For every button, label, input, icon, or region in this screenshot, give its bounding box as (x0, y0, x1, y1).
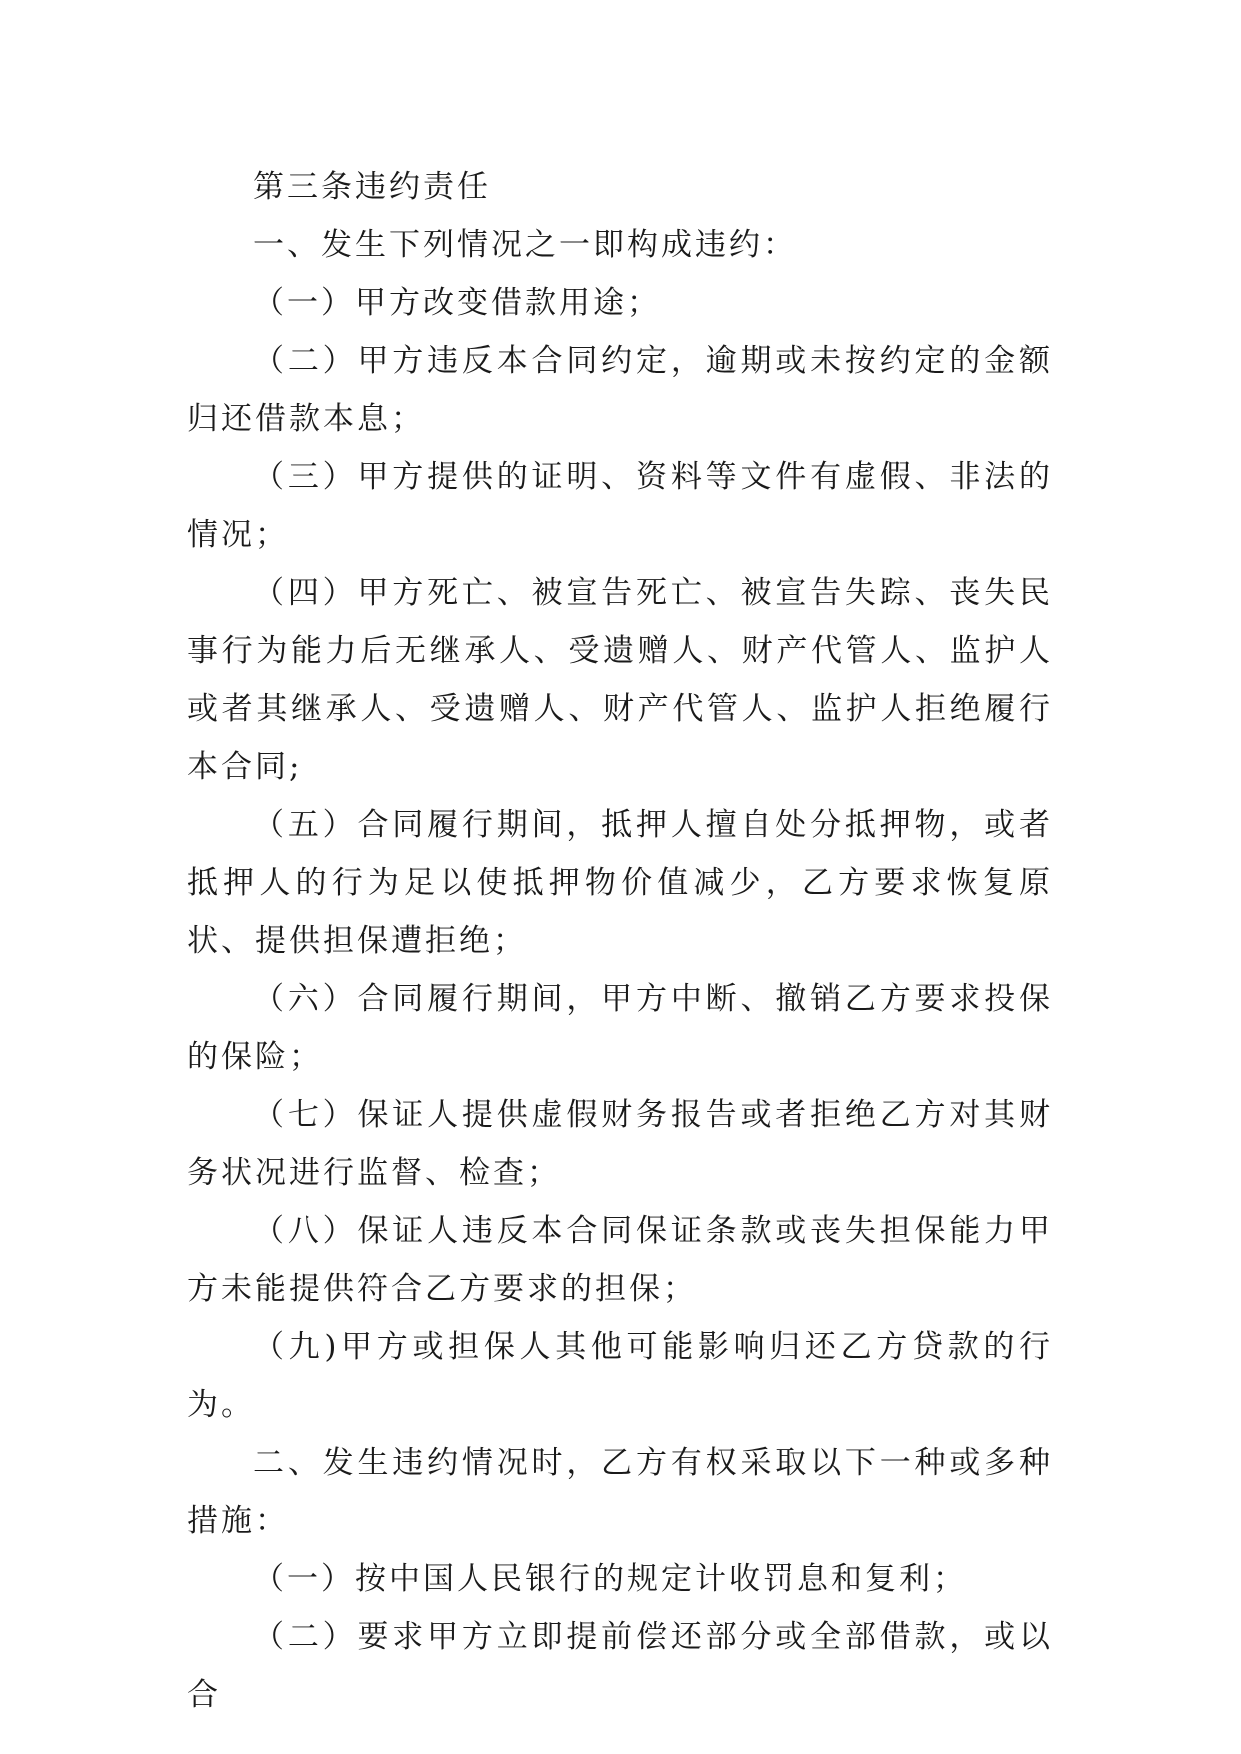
clause-2-2: （二）要求甲方立即提前偿还部分或全部借款，或以合 (187, 1619, 1053, 1713)
clause-1-5: （五）合同履行期间，抵押人擅自处分抵押物，或者抵押人的行为足以使抵押物价值减少，乙方要求恢复原状、提供担保遭拒绝； (187, 807, 1053, 959)
clause-1-6: （六）合同履行期间，甲方中断、撤销乙方要求投保的保险； (187, 981, 1053, 1075)
article-heading: 第三条违约责任 (253, 169, 491, 205)
clause-1-4: （四）甲方死亡、被宣告死亡、被宣告失踪、丧失民事行为能力后无继承人、受遗赠人、财产代管人、监护人或者其继承人、受遗赠人、财产代管人、监护人拒绝履行本合同; (187, 575, 1053, 785)
contract-text (187, 158, 1053, 1724)
clause-1-8: （八）保证人违反本合同保证条款或丧失担保能力甲方未能提供符合乙方要求的担保； (187, 1213, 1053, 1307)
section-two-heading: 二、发生违约情况时，乙方有权采取以下一种或多种措施： (187, 1445, 1053, 1539)
clause-1-9: （九)甲方或担保人其他可能影响归还乙方贷款的行为。 (187, 1329, 1053, 1423)
clause-1-3: （三）甲方提供的证明、资料等文件有虚假、非法的情况； (187, 459, 1053, 553)
clause-1-7: （七）保证人提供虚假财务报告或者拒绝乙方对其财务状况进行监督、检查； (187, 1097, 1053, 1191)
clause-1-1: （一）甲方改变借款用途； (253, 285, 661, 321)
clause-1-2: （二）甲方违反本合同约定，逾期或未按约定的金额归还借款本息； (187, 343, 1053, 437)
section-one-heading: 一、发生下列情况之一即构成违约： (253, 227, 797, 263)
clause-2-1: （一）按中国人民银行的规定计收罚息和复利； (253, 1561, 967, 1597)
